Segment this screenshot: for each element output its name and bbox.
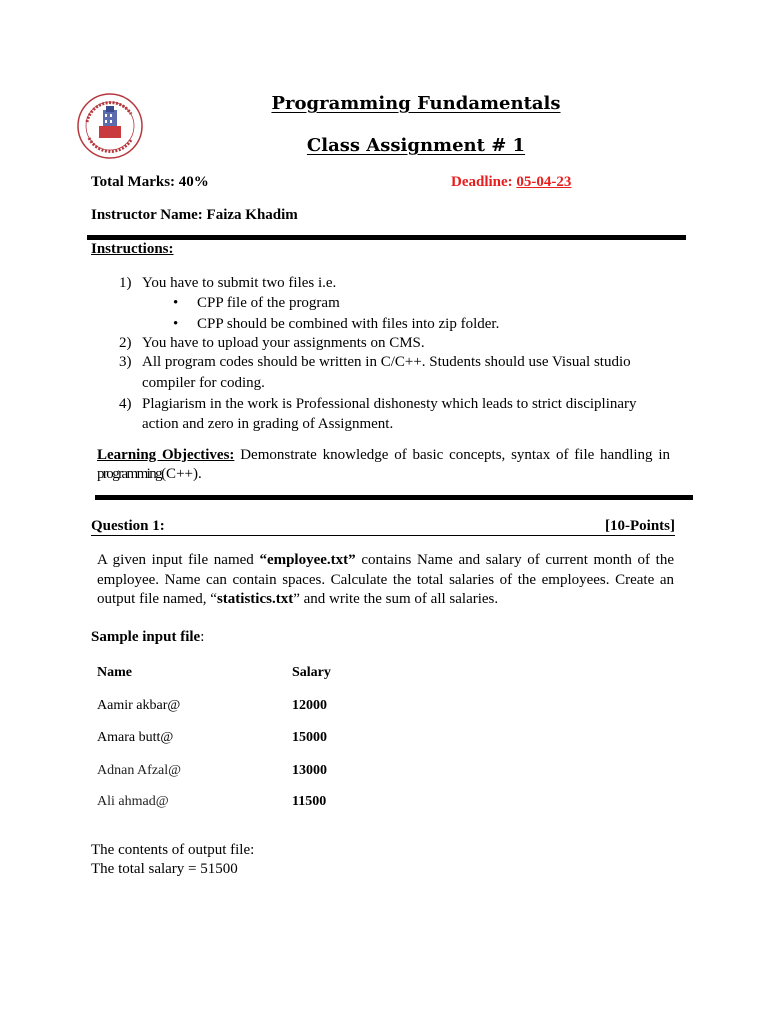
deadline-label: Deadline: bbox=[451, 174, 517, 190]
bullet-text: CPP file of the program bbox=[197, 295, 340, 311]
table-cell-salary: 12000 bbox=[292, 698, 327, 713]
deadline-date: 05-04-23 bbox=[516, 174, 572, 190]
learning-objectives-label: Learning Objectives: bbox=[97, 447, 235, 463]
item-number: 3) bbox=[119, 354, 132, 370]
table-cell-name: Ali ahmad@ bbox=[97, 794, 169, 809]
item-text: You have to submit two files i.e. bbox=[142, 275, 337, 291]
output-contents-label: The contents of output file: bbox=[91, 842, 255, 858]
total-marks: Total Marks: 40% bbox=[91, 174, 209, 190]
course-title: Programming Fundamentals bbox=[271, 93, 561, 114]
question-points: [10-Points] bbox=[605, 518, 675, 534]
question-header bbox=[91, 518, 675, 536]
question-text-part: A given input file named bbox=[97, 552, 260, 568]
item-number: 1) bbox=[119, 275, 132, 291]
table-cell-salary: 15000 bbox=[292, 730, 327, 745]
sample-input-heading bbox=[91, 629, 204, 646]
table-cell-salary: 13000 bbox=[292, 763, 327, 778]
bullet-text: CPP should be combined with files into zip folder. bbox=[197, 316, 500, 332]
learning-objectives-text: Demonstrate knowledge of basic concepts, syntax of file handling in bbox=[240, 447, 670, 463]
table-cell-name: Adnan Afzal@ bbox=[97, 763, 182, 778]
deadline bbox=[451, 174, 571, 191]
sample-input-label: Sample input file bbox=[91, 629, 201, 645]
question-label: Question 1: bbox=[91, 518, 165, 534]
question-text bbox=[97, 551, 674, 610]
table-header-name: Name bbox=[97, 665, 132, 680]
learning-objectives-cont bbox=[97, 466, 202, 483]
item-number: 4) bbox=[119, 396, 132, 412]
instructions-heading: Instructions: bbox=[91, 241, 174, 257]
table-header-salary: Salary bbox=[292, 665, 331, 680]
output-filename: statistics.txt bbox=[216, 591, 294, 607]
item-number: 2) bbox=[119, 335, 132, 351]
table-cell-name: Amara butt@ bbox=[97, 730, 174, 745]
assignment-title: Class Assignment # 1 bbox=[306, 135, 526, 156]
learning-objectives bbox=[97, 447, 670, 464]
question-text-part: contains Name and salary of current month of the employee. Name can contain spaces. Calculate the total salaries of the employees. Create an output file named, “ bbox=[97, 552, 674, 607]
instructor-name: Instructor Name: Faiza Khadim bbox=[91, 207, 298, 223]
item-text: compiler for coding. bbox=[142, 375, 265, 391]
separator-rule bbox=[87, 235, 686, 240]
learning-objectives-word: programming bbox=[97, 466, 162, 482]
learning-objectives-tail: (C++). bbox=[161, 466, 202, 482]
table-cell-salary: 11500 bbox=[292, 794, 327, 809]
sample-input-colon: : bbox=[200, 629, 205, 645]
question-text-part: ” and write the sum of all salaries. bbox=[293, 591, 499, 607]
item-text: Plagiarism in the work is Professional dishonesty which leads to strict disciplinary bbox=[142, 396, 637, 412]
item-text: All program codes should be written in C/C++. Students should use Visual studio bbox=[142, 354, 631, 370]
table-cell-name: Aamir akbar@ bbox=[97, 698, 181, 713]
input-filename: “employee.txt” bbox=[259, 552, 356, 568]
item-text: action and zero in grading of Assignment. bbox=[142, 416, 394, 432]
separator-rule bbox=[95, 495, 693, 500]
bullet-dot: • bbox=[173, 295, 179, 311]
item-text: You have to upload your assignments on CMS. bbox=[142, 335, 425, 351]
output-total-salary: The total salary = 51500 bbox=[91, 861, 238, 877]
bullet-dot: • bbox=[173, 316, 179, 332]
